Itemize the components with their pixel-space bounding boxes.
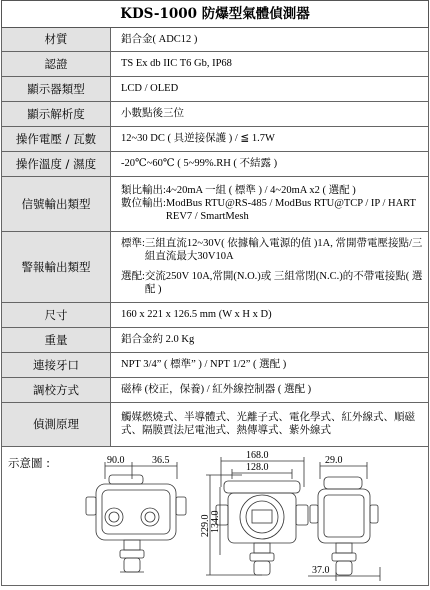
row-label: 信號輸出類型 — [2, 176, 111, 231]
row-size — [2, 302, 429, 327]
row-voltage — [2, 126, 429, 151]
row-value: 鋁合金約 2.0 Kg — [111, 327, 429, 352]
row-value: 磁棒 (校正，保養) / 紅外線控制器 ( 選配 ) — [111, 377, 429, 402]
spec-table — [1, 28, 429, 447]
row-weight — [2, 327, 429, 352]
alarm-standard-line: 標準: 三組直流12~30V( 依據輸入電源的值 )1A, 常開帶電壓接點/三組直流最大30V10A — [121, 238, 423, 262]
row-label: 調校方式 — [2, 377, 111, 402]
row-display-type — [2, 76, 429, 101]
row-value: NPT 3/4” ( 標準” ) / NPT 1/2” ( 選配 ) — [111, 352, 429, 377]
row-calibration — [2, 377, 429, 402]
row-value: TS Ex db IIC T6 Gb, IP68 — [111, 51, 429, 76]
device-drawings — [2, 447, 430, 585]
row-value — [111, 231, 429, 302]
row-label: 操作電壓 / 瓦數 — [2, 126, 111, 151]
row-certification — [2, 51, 429, 76]
signal-analog-line: 類比輸出: 4~20mA 一組 ( 標準 ) / 4~20mA x2 ( 選配 ) — [121, 185, 356, 196]
row-value: -20℃~60℃ ( 5~99%.RH ( 不結露 ) — [111, 151, 429, 176]
row-label: 偵測原理 — [2, 402, 111, 446]
row-value: 160 x 221 x 126.5 mm (W x H x D) — [111, 302, 429, 327]
row-value: LCD / OLED — [111, 76, 429, 101]
dim-29: 29.0 — [325, 454, 343, 466]
spec-sheet — [1, 0, 429, 586]
row-label: 認證 — [2, 51, 111, 76]
row-value: 鋁合金( ADC12 ) — [111, 28, 429, 51]
row-thread — [2, 352, 429, 377]
dim-128: 128.0 — [246, 461, 269, 473]
diagram-label: 示意圖 : — [8, 455, 51, 470]
row-signal-output — [2, 176, 429, 231]
row-label: 警報輸出類型 — [2, 231, 111, 302]
row-label: 尺寸 — [2, 302, 111, 327]
row-label: 顯示器類型 — [2, 76, 111, 101]
dim-168: 168.0 — [246, 449, 269, 461]
row-label: 操作溫度 / 濕度 — [2, 151, 111, 176]
front-view — [206, 457, 308, 575]
signal-digital-line: 數位輸出: ModBus RTU@RS-485 / ModBus RTU@TCP / IP / HART REV7 / SmartMesh — [121, 198, 416, 222]
side-view-left — [86, 462, 186, 572]
row-value: 12~30 DC ( 具逆接保護 ) / ≦ 1.7W — [111, 126, 429, 151]
row-material — [2, 28, 429, 51]
row-label: 材質 — [2, 28, 111, 51]
dim-229: 229.0 — [200, 514, 211, 537]
row-label: 連接牙口 — [2, 352, 111, 377]
alarm-optional-line: 選配: 交流250V 10A,常開(N.O.)或 三組常閉(N.C.)的不帶電接點( 選配 ) — [121, 271, 423, 295]
dim-36-5: 36.5 — [152, 454, 170, 466]
row-resolution — [2, 101, 429, 126]
side-view-right — [308, 462, 380, 581]
row-value — [111, 176, 429, 231]
row-temperature — [2, 151, 429, 176]
dim-90: 90.0 — [107, 454, 125, 466]
row-label: 重量 — [2, 327, 111, 352]
row-value: 小數點後三位 — [111, 101, 429, 126]
sheet-title: KDS-1000 防爆型氣體偵測器 — [1, 0, 429, 28]
dim-37: 37.0 — [312, 564, 330, 576]
diagram-section — [1, 447, 429, 586]
row-label: 顯示解析度 — [2, 101, 111, 126]
row-alarm-output — [2, 231, 429, 302]
row-principle — [2, 402, 429, 446]
row-value: 觸媒燃燒式、半導體式、光離子式、電化學式、紅外線式、順磁式、隔膜賈法尼電池式、熱傳導式、紫外線式 — [111, 402, 429, 446]
dim-134: 134.0 — [210, 510, 221, 533]
